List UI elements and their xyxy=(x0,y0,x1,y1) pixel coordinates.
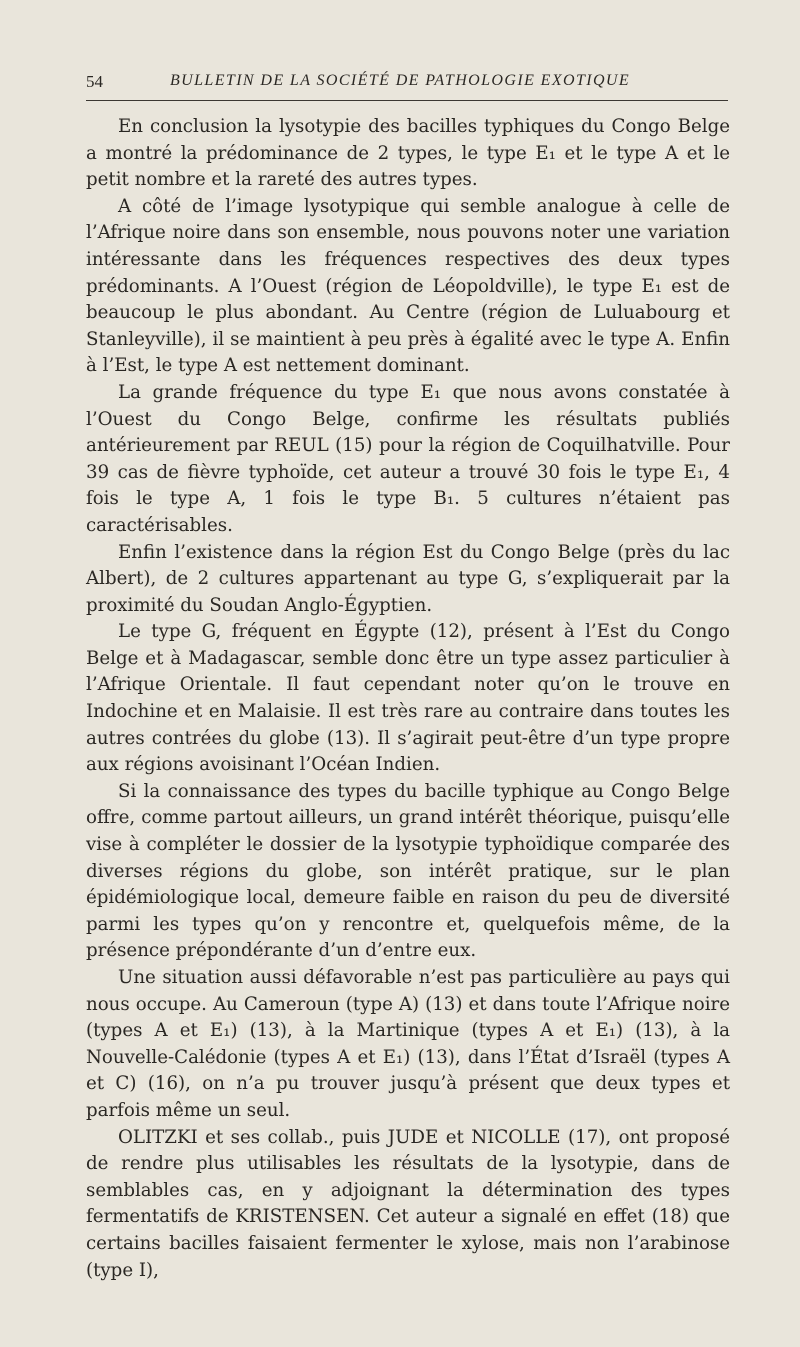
paragraph: La grande fréquence du type E₁ que nous avons constatée à l’Ouest du Congo Belge, confirme les résultats publiés antérieurement par REUL (15) pour la région de Coquilhatville. Pour 39 cas de fièvre typhoïde, cet auteur a trouvé 30 fois le type E₁, 4 fois le type A, 1 fois le type B₁. 5 cultures n’étaient pas caractérisables. xyxy=(86,381,730,536)
page-header xyxy=(86,72,726,98)
header-rule xyxy=(86,100,728,101)
article-body xyxy=(86,114,730,1284)
paragraph: Une situation aussi défavorable n’est pas particulière au pays qui nous occupe. Au Cameroun (type A) (13) et dans toute l’Afrique noire (types A et E₁) (13), à la Martinique (types A et E₁) (13), à la Nouvelle-Calédonie (types A et E₁) (13), dans l’État d’Israël (types A et C) (16), on n’a pu trouver jusqu’à présent que deux types et parfois même un seul. xyxy=(86,967,730,1121)
paragraph: En conclusion la lysotypie des bacilles typhiques du Congo Belge a montré la prédominance de 2 types, le type E₁ et le type A et le petit nombre et la rareté des autres types. xyxy=(86,116,730,191)
paragraph: OLITZKI et ses collab., puis JUDE et NICOLLE (17), ont proposé de rendre plus utilisables les résultats de la lysotypie, dans de semblables cas, en y adjoignant la détermination des types fermentatifs de KRISTENSEN. Cet auteur a signalé en effet (18) que certains bacilles faisaient fermenter le xylose, mais non l’arabinose (type I), xyxy=(86,1126,730,1281)
paragraph: Le type G, fréquent en Égypte (12), présent à l’Est du Congo Belge et à Madagascar, semble donc être un type assez particulier à l’Afrique Orientale. Il faut cependant noter qu’on le trouve en Indochine et en Malaisie. Il est très rare au contraire dans toutes les autres contrées du globe (13). Il s’agirait peut-être d’un type propre aux régions avoisinant l’Océan Indien. xyxy=(86,621,730,776)
paragraph: A côté de l’image lysotypique qui semble analogue à celle de l’Afrique noire dans son ensemble, nous pouvons noter une variation intéressante dans les fréquences respectives des deux types prédominants. A l’Ouest (région de Léopoldville), le type E₁ est de beaucoup le plus abondant. Au Centre (région de Luluabourg et Stanleyville), il se maintient à peu près à égalité avec le type A. Enfin à l’Est, le type A est nettement dominant. xyxy=(86,195,730,377)
running-title: BULLETIN DE LA SOCIÉTÉ DE PATHOLOGIE EXOTIQUE xyxy=(170,72,631,89)
paragraph: Enfin l’existence dans la région Est du Congo Belge (près du lac Albert), de 2 cultures appartenant au type G, s’expliquerait par la proximité du Soudan Anglo-Égyptien. xyxy=(86,541,730,616)
page-number: 54 xyxy=(86,72,103,91)
paragraph: Si la connaissance des types du bacille typhique au Congo Belge offre, comme partout ailleurs, un grand intérêt théorique, puisqu’elle vise à compléter le dossier de la lysotypie typhoïdique comparée des diverses régions du globe, son intérêt pratique, sur le plan épidémiologique local, demeure faible en raison du peu de diversité parmi les types qu’on y rencontre et, quelquefois même, de la présence prépondérante d’un d’entre eux. xyxy=(86,780,730,962)
